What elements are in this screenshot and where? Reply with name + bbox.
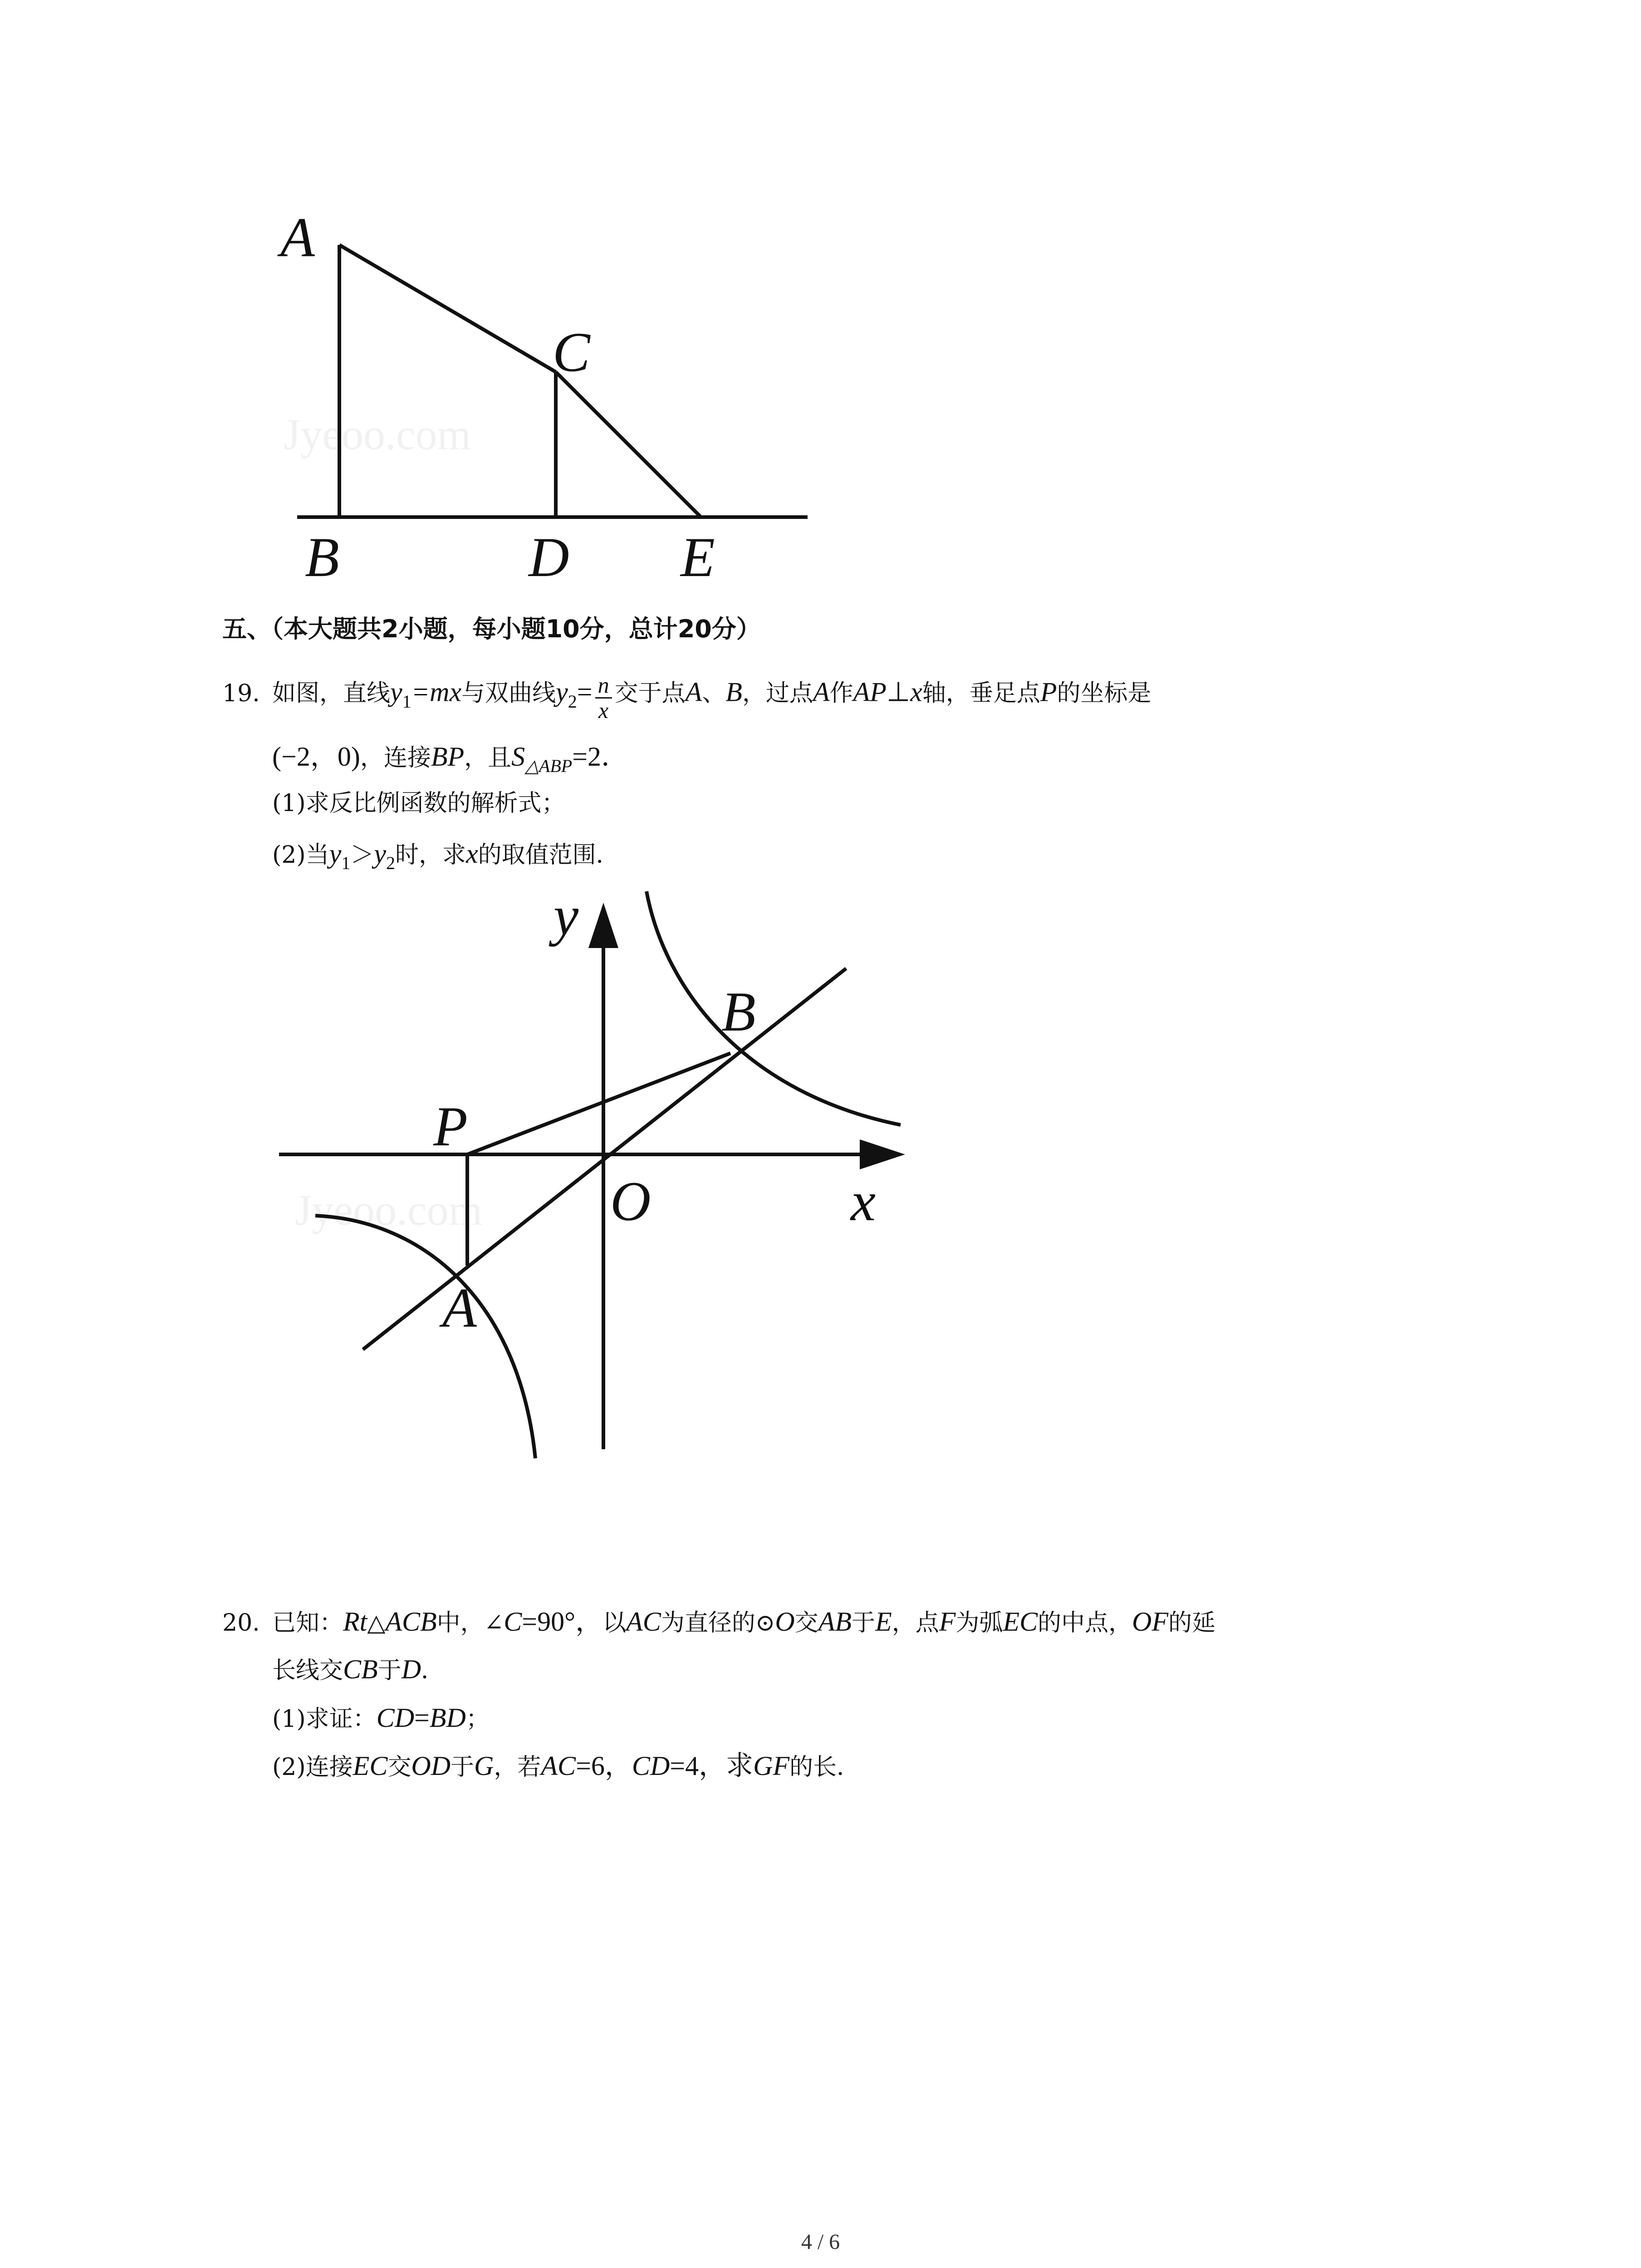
label-A: A	[280, 206, 315, 269]
hyperbola-branch-upper	[647, 891, 901, 1125]
label-E: E	[681, 526, 715, 588]
label-x: x	[851, 1170, 876, 1232]
q19-line2: (−2，0)，连接BP，且$S_{\triangle ABP}=2$．	[272, 742, 629, 776]
q20-line2: 长线交CB于D．	[272, 1654, 445, 1684]
q19-line1: 19. 如图，直线$y_1=mx$与双曲线$y_2=$ $\frac{n}{x}$ 交于点A、B，过点A作AP⊥x轴，垂足点P的坐标是	[222, 672, 1151, 723]
figure1-watermark: Jyeoo.com	[284, 410, 471, 459]
q20-part2: (2)连接EC交OD于G，若AC=6，CD=4，求GF的长．	[272, 1751, 861, 1781]
figure2-watermark: Jyeoo.com	[295, 1186, 483, 1234]
fraction-n-over-x: $\frac{n}{x}$	[595, 673, 612, 722]
label-B2: B	[721, 981, 756, 1043]
y-axis-arrow	[588, 903, 618, 948]
section-heading: 五、（本大题共2小题，每小题10分，总计20分）	[222, 615, 761, 643]
q20-line1: 20. 已知：Rt△ACB中，∠C=90°，以AC为直径的⊙O交AB于E，点F为弧EC的中点，OF的延	[222, 1607, 1216, 1637]
label-D: D	[529, 526, 569, 588]
label-B: B	[305, 526, 339, 588]
label-y: y	[554, 885, 579, 947]
q19-number: 19.	[222, 679, 260, 707]
page-number: 4 / 6	[801, 2230, 840, 2254]
x-axis-arrow	[860, 1139, 905, 1169]
q20-number: 20.	[222, 1609, 260, 1637]
label-C: C	[553, 321, 590, 383]
label-A2: A	[442, 1277, 477, 1339]
hyperbola-branch-lower	[315, 1216, 535, 1458]
segment-BP	[467, 1053, 730, 1154]
label-P: P	[433, 1095, 468, 1158]
q19-part2: (2)当$y_1>y_2$时，求x的取值范围．	[272, 839, 620, 873]
label-O: O	[610, 1170, 651, 1232]
q20-part1: (1)求证：CD=BD；	[272, 1703, 490, 1733]
q19-part1: (1)求反比例函数的解析式；	[272, 790, 565, 817]
